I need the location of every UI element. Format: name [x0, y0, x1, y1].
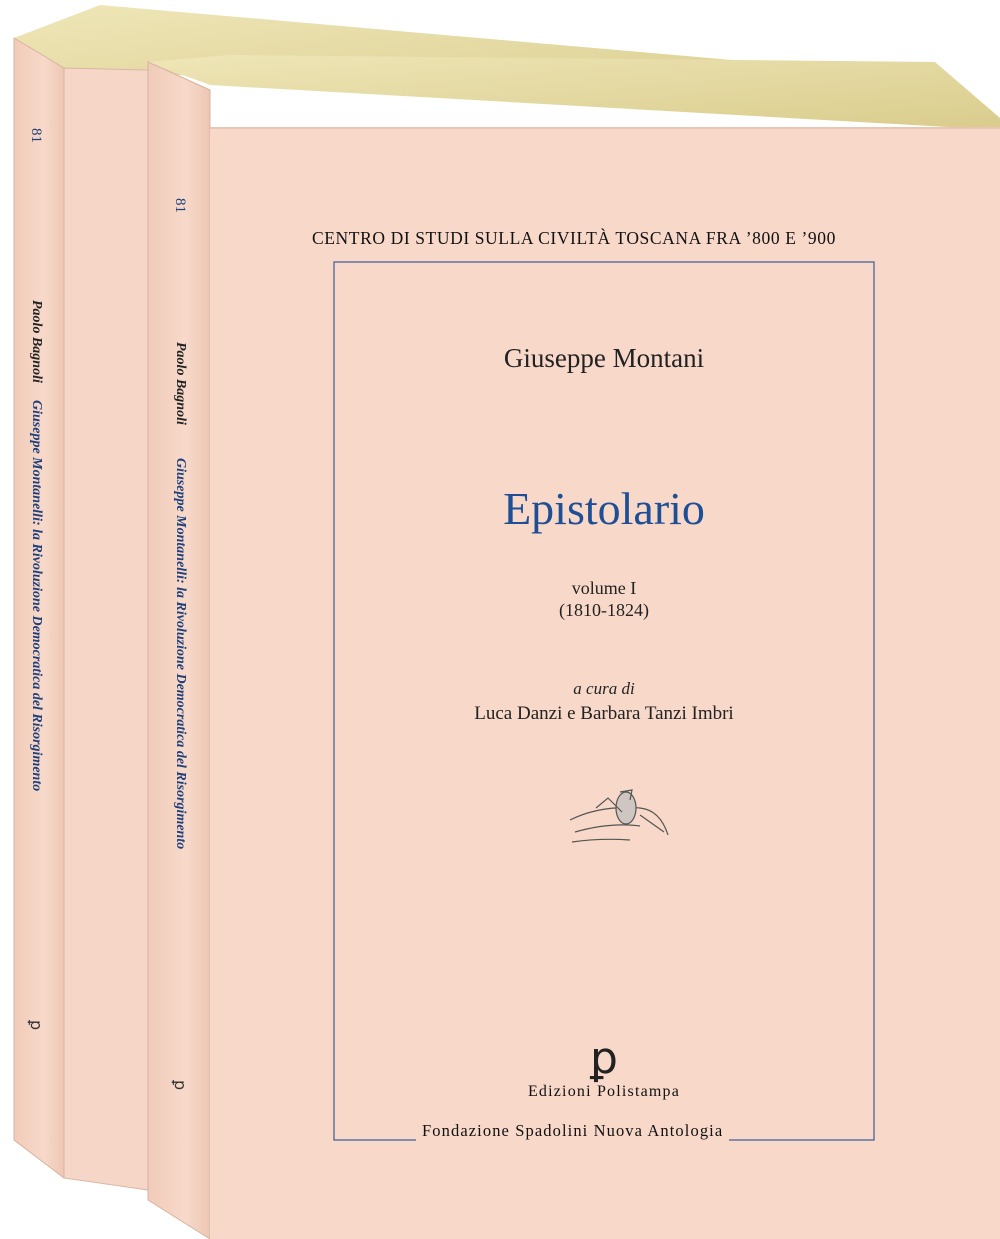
cover-title: Epistolario — [503, 483, 705, 534]
cover-editors: Luca Danzi e Barbara Tanzi Imbri — [474, 703, 734, 724]
front-spine-title: Giuseppe Montanelli: la Rivoluzione Democratica del Risorgimento — [173, 458, 188, 850]
front-book-page-edges — [148, 55, 1000, 130]
cover-author: Giuseppe Montani — [503, 343, 705, 373]
back-book-cover — [64, 68, 148, 1190]
front-spine-number: 81 — [172, 198, 188, 213]
publisher-logo: ꝑ — [590, 1034, 618, 1083]
volume-number: volume I — [571, 578, 637, 598]
volume-info — [334, 577, 874, 621]
volume-years: (1810-1824) — [559, 600, 649, 620]
foundation-name: Fondazione Spadolini Nuova Antologia — [416, 1121, 729, 1141]
curated-label: a cura di — [573, 679, 635, 698]
publisher-name: Edizioni Polistampa — [527, 1083, 681, 1100]
series-title: CENTRO DI STUDI SULLA CIVILTÀ TOSCANA FRA ’800 E ’900 — [312, 228, 836, 248]
foundation-band — [312, 1121, 892, 1147]
back-spine-number: 81 — [28, 128, 44, 143]
front-spine-logo: ꝑ — [171, 1080, 188, 1091]
back-spine-logo: ꝑ — [27, 1020, 44, 1031]
back-spine-title: Giuseppe Montanelli: la Rivoluzione Democratica del Risorgimento — [29, 400, 44, 792]
front-spine-author: Paolo Bagnoli — [173, 342, 188, 425]
back-spine-author: Paolo Bagnoli — [29, 300, 44, 383]
